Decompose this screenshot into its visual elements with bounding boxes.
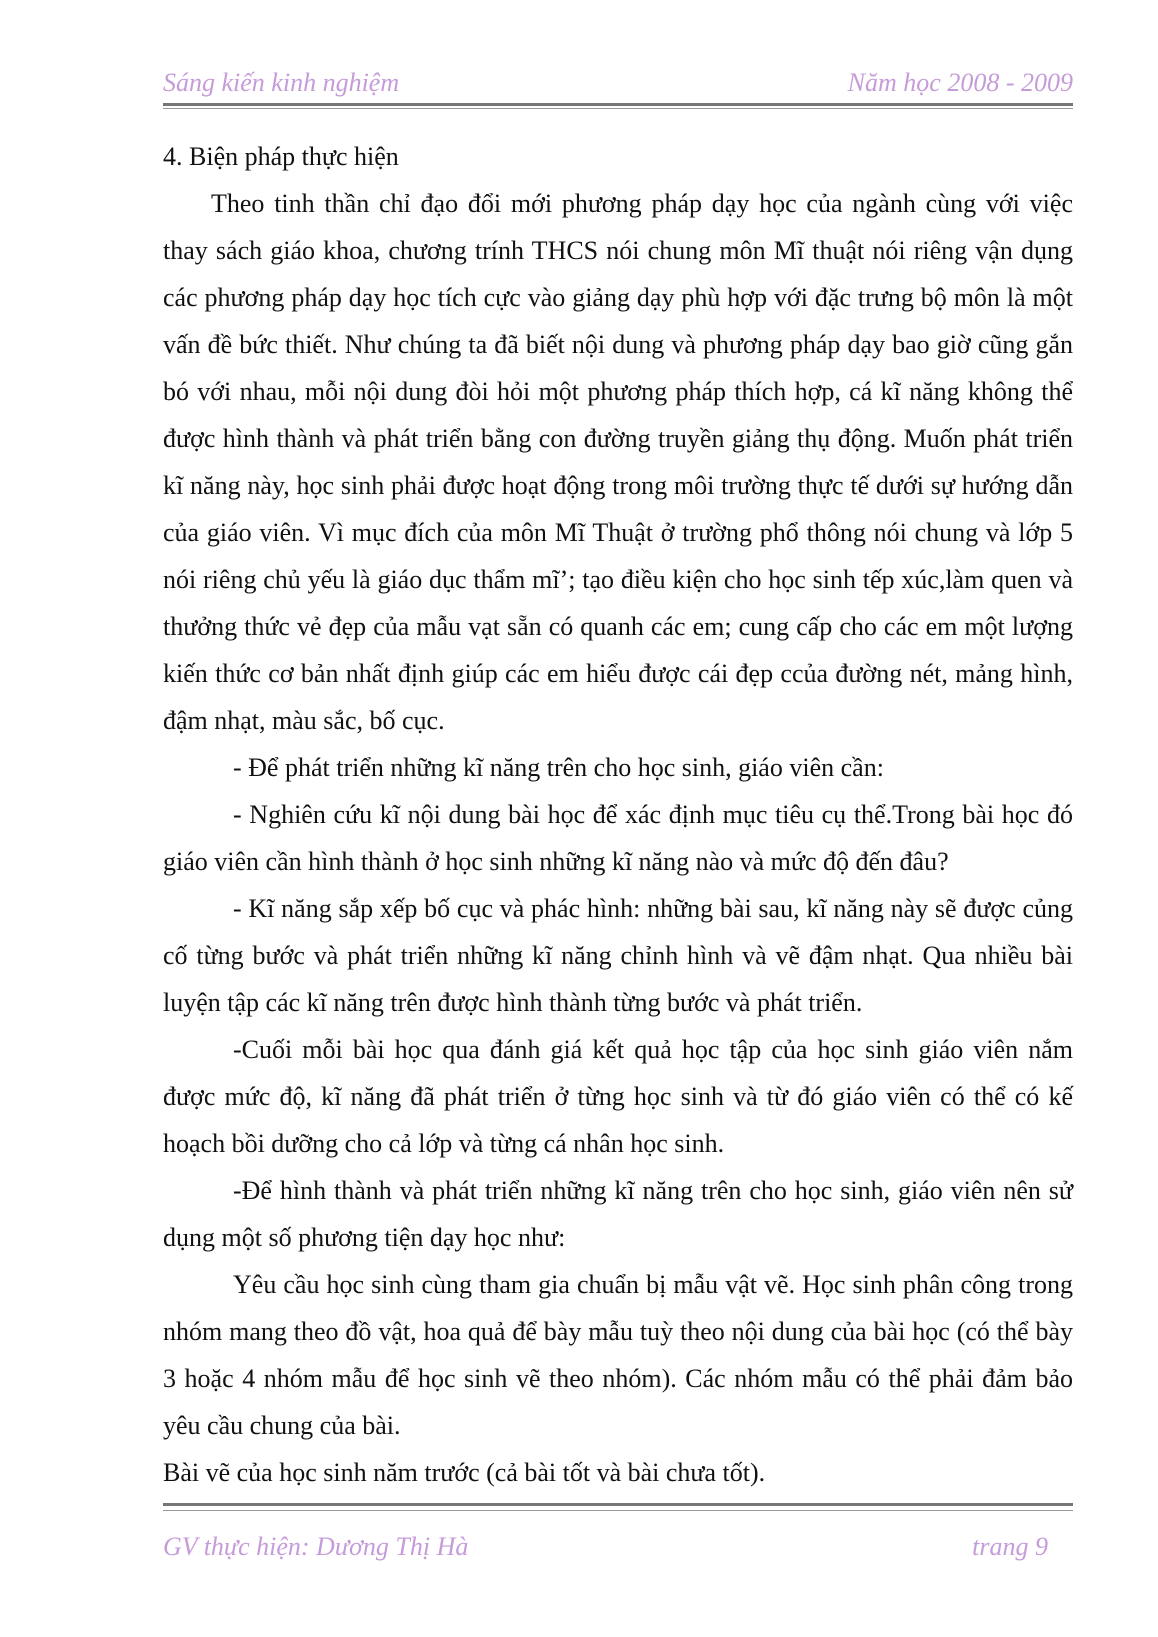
paragraph-previous-drawings: Bài vẽ của học sinh năm trước (cả bài tốt và bài chưa tốt).: [163, 1458, 766, 1487]
document-body: [163, 133, 1073, 1496]
paragraph-prepare-models: Yêu cầu học sinh cùng tham gia chuẩn bị mẫu vật vẽ. Học sinh phân công trong nhóm mang theo đồ vật, hoa quả để bày mẫu tuỳ theo nội dung của bài học (có thể bày 3 hoặc 4 nhóm mẫu để học sinh vẽ theo nhóm). Các nhóm mẫu có thể phải đảm bảo yêu cầu chung của bài.: [163, 1270, 1073, 1440]
header-divider: [163, 103, 1073, 106]
paragraph-research: - Nghiên cứu kĩ nội dung bài học để xác định mục tiêu cụ thể.Trong bài học đó giáo viên cần hình thành ở học sinh những kĩ năng nào và mức độ đến đâu?: [163, 800, 1073, 876]
footer-author: GV thực hiện: Dương Thị Hà: [163, 1532, 469, 1561]
paragraph-intro: Theo tinh thần chỉ đạo đổi mới phương pháp dạy học của ngành cùng với việc thay sách giáo khoa, chương trính THCS nói chung môn Mĩ thuật nói riêng vận dụng các phương pháp dạy học tích cực vào giảng dạy phù hợp với đặc trưng bộ môn là một vấn đề bức thiết. Như chúng ta đã biết nội dung và phương pháp dạy bao giờ cũng gắn bó với nhau, mỗi nội dung đòi hỏi một phương pháp thích hợp, cá kĩ năng không thể được hình thành và phát triển bằng con đường truyền giảng thụ động. Muốn phát triển kĩ năng này, học sinh phải được hoạt động trong môi trường thực tế dưới sự hướng dẫn của giáo viên. Vì mục đích của môn Mĩ Thuật ở trường phổ thông nói chung và lớp 5 nói riêng chủ yếu là giáo dục thẩm mĩ’; tạo điều kiện cho học sinh tếp xúc,làm quen và thưởng thức vẻ đẹp của mẫu vạt sẵn có quanh các em; cung cấp cho các em một lượng kiến thức cơ bản nhất định giúp các em hiểu được cái đẹp ccủa đường nét, mảng hình, đậm nhạt, màu sắc, bố cục.: [163, 189, 1073, 735]
paragraph-teacher-needs: - Để phát triển những kĩ năng trên cho học sinh, giáo viên cần:: [233, 753, 884, 782]
header-school-year: Năm học 2008 - 2009: [847, 68, 1073, 97]
page-number: trang 9: [972, 1532, 1048, 1561]
header-divider-thin: [163, 108, 1073, 109]
paragraph-assessment: -Cuối mỗi bài học qua đánh giá kết quả học tập của học sinh giáo viên nắm được mức độ, kĩ năng đã phát triển ở từng học sinh và từ đó giáo viên có thể có kế hoạch bồi dưỡng cho cả lớp và từng cá nhân học sinh.: [163, 1035, 1073, 1158]
footer-divider: [163, 1503, 1073, 1506]
paragraph-layout-skill: - Kĩ năng sắp xếp bố cục và phác hình: những bài sau, kĩ năng này sẽ được củng cố từng bước và phát triển những kĩ năng chỉnh hình và vẽ đậm nhạt. Qua nhiều bài luyện tập các kĩ năng trên được hình thành từng bước và phát triển.: [163, 894, 1073, 1017]
page-header: [163, 64, 1073, 108]
paragraph-teaching-aids: -Để hình thành và phát triển những kĩ năng trên cho học sinh, giáo viên nên sử dụng một số phương tiện dạy học như:: [163, 1176, 1073, 1252]
section-heading: 4. Biện pháp thực hiện: [163, 142, 399, 171]
page-footer: [163, 1528, 1073, 1572]
header-title: Sáng kiến kinh nghiệm: [163, 68, 400, 97]
footer-divider-thin: [163, 1510, 1073, 1511]
